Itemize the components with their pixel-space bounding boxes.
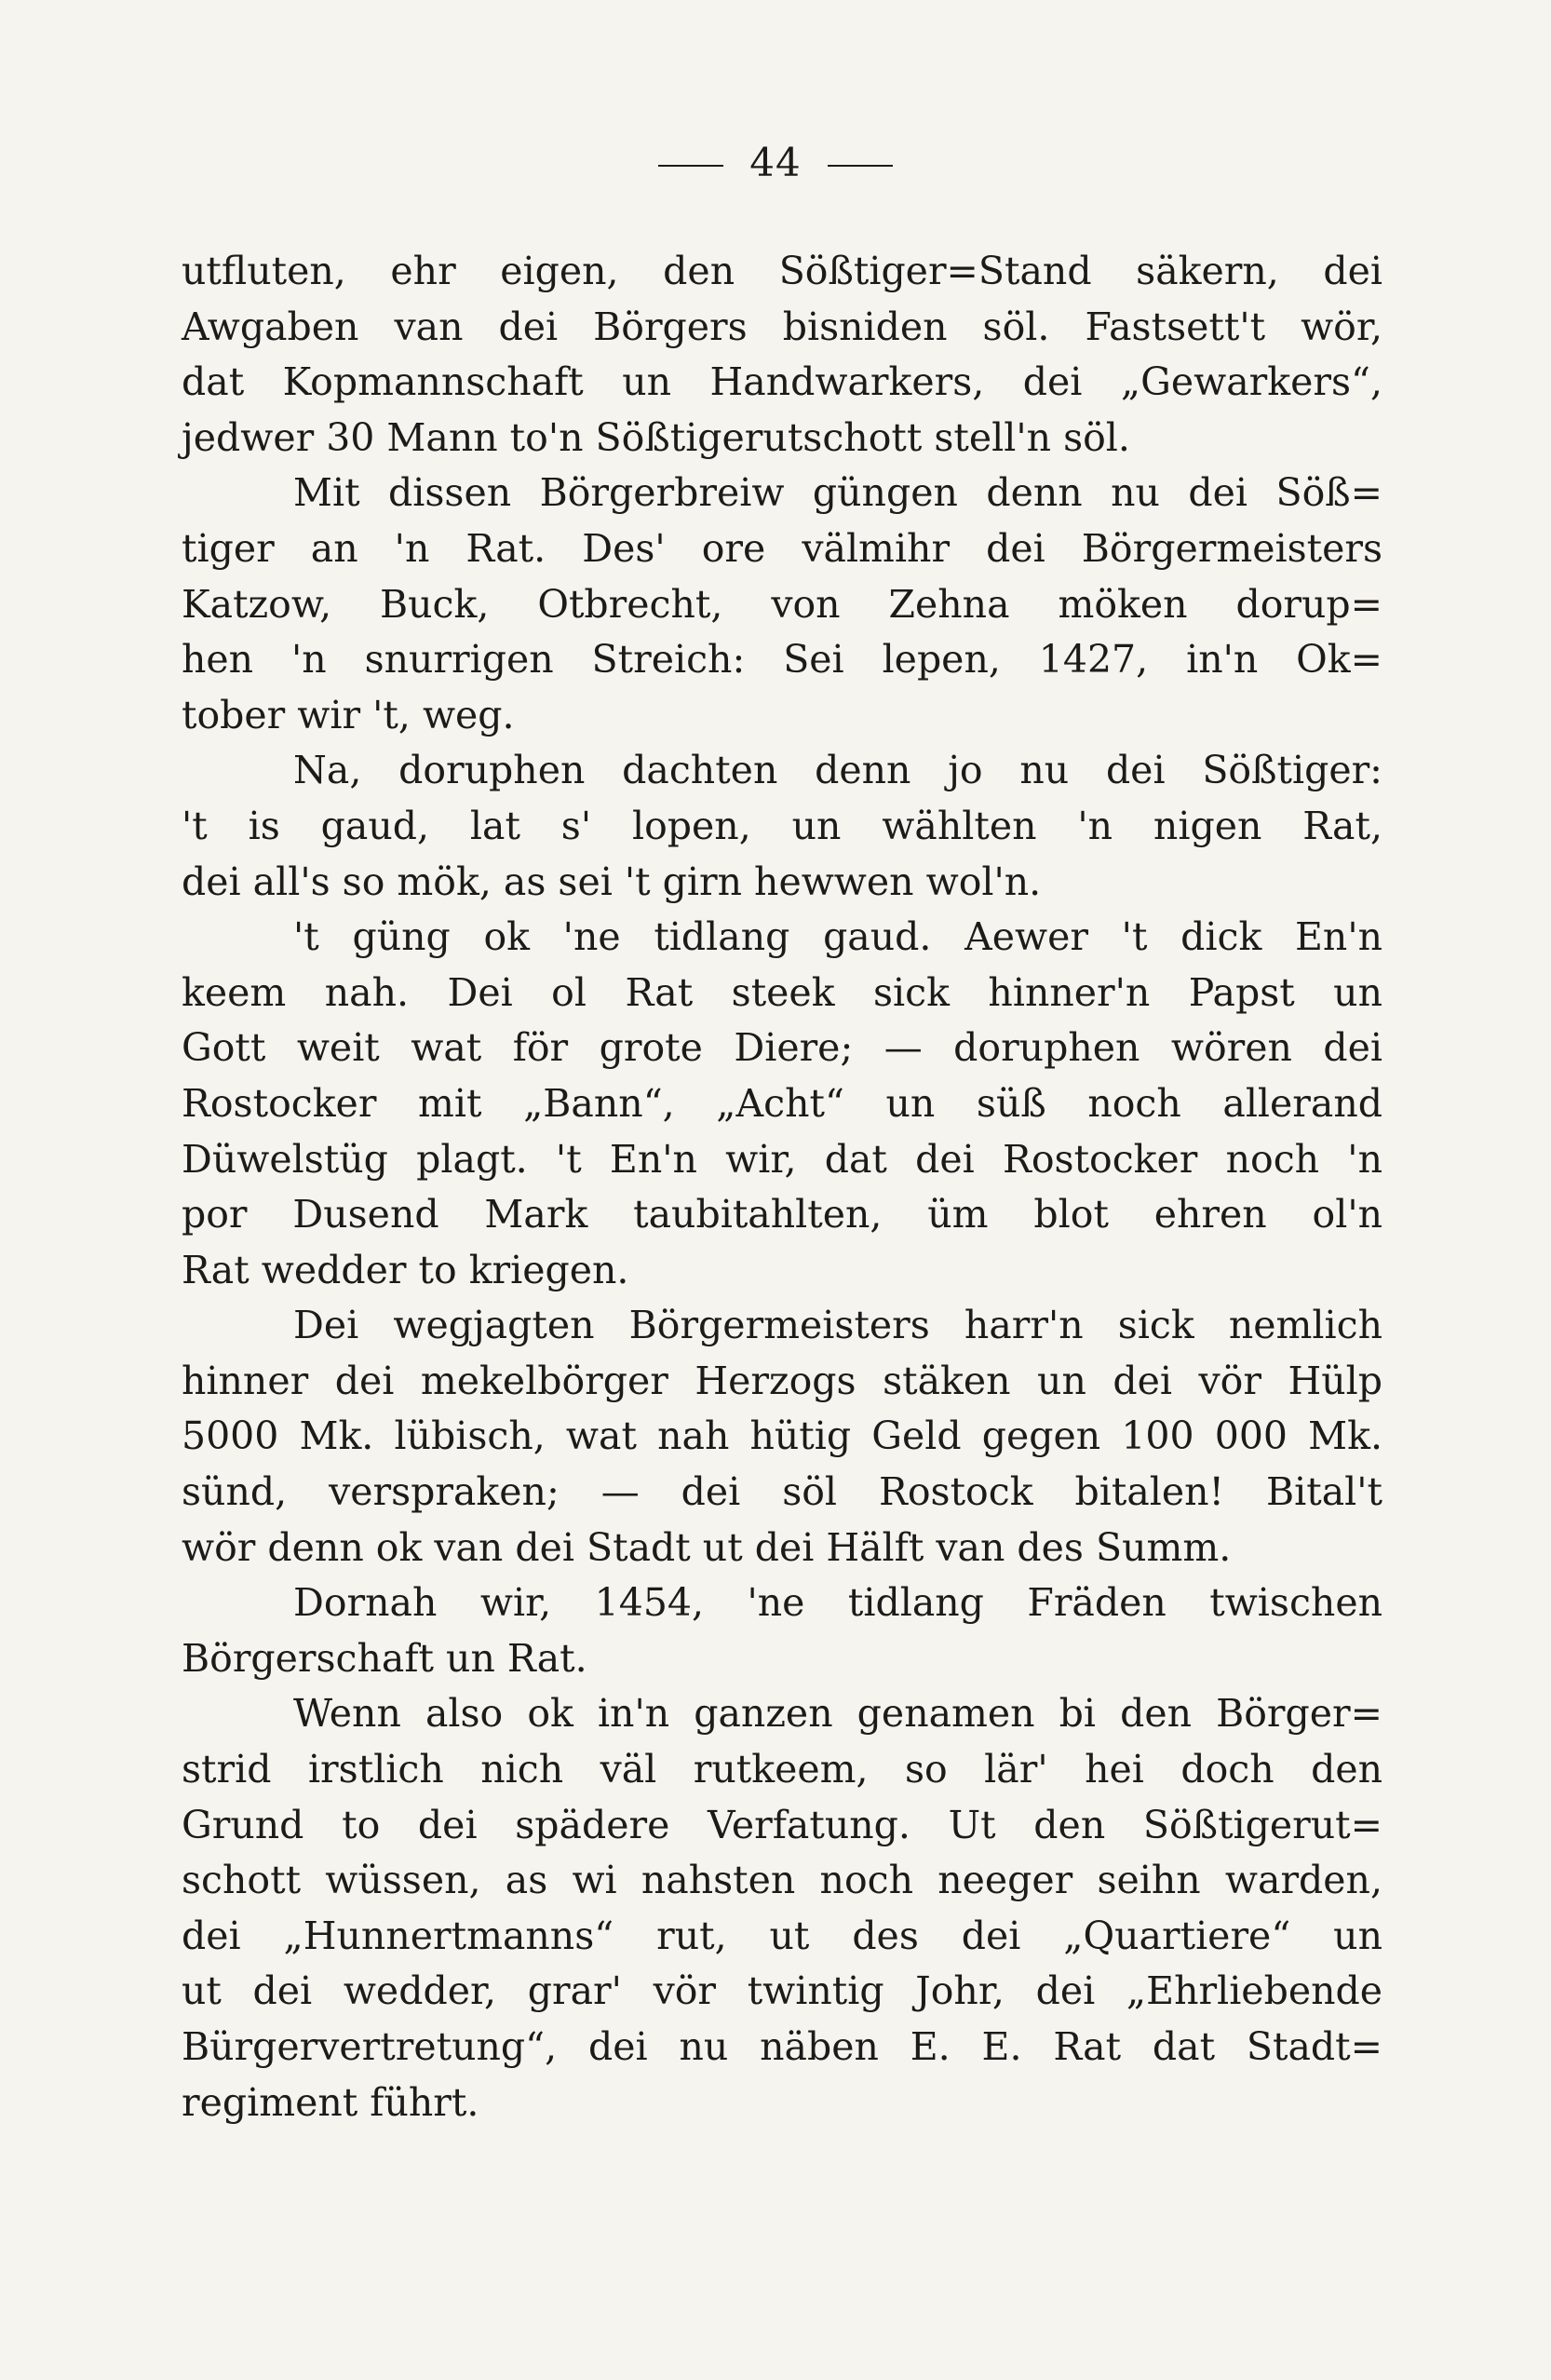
text-line: dei all's so mök, as sei 't girn hewwen wol'n.: [182, 859, 1042, 904]
text-line: ut dei wedder, grar' vör twintig Johr, dei „Ehrliebende: [182, 1968, 1382, 2014]
text-line: strid irstlich nich väl rutkeem, so lär' hei doch den: [182, 1747, 1382, 1792]
paragraph: [182, 244, 1382, 466]
text-line: keem nah. Dei ol Rat steek sick hinner'n Papst un: [182, 969, 1382, 1015]
header-dash-right: [828, 165, 893, 167]
text-line: 't güng ok 'ne tidlang gaud. Aewer 't dick En'n: [293, 914, 1382, 960]
text-line: Na, doruphen dachten denn jo nu dei Sößtiger:: [293, 748, 1382, 793]
text-line: 't is gaud, lat s' lopen, un wählten 'n nigen Rat,: [182, 803, 1382, 848]
text-line: Awgaben van dei Börgers bisniden söl. Fastsett't wör,: [182, 304, 1382, 349]
paragraph: [182, 1575, 1382, 1686]
text-line: regiment führt.: [182, 2079, 479, 2125]
text-line: 5000 Mk. lübisch, wat nah hütig Geld gegen 100 000 Mk.: [182, 1413, 1382, 1459]
text-line: Wenn also ok in'n ganzen genamen bi den Börger=: [293, 1691, 1382, 1737]
text-line: hen 'n snurrigen Streich: Sei lepen, 1427, in'n Ok=: [182, 637, 1382, 683]
text-line: jedwer 30 Mann to'n Sößtigerutschott stell'n söl.: [182, 414, 1130, 460]
text-line: Düwelstüg plagt. 't En'n wir, dat dei Rostocker noch 'n: [182, 1136, 1382, 1182]
text-line: Katzow, Buck, Otbrecht, von Zehna möken dorup=: [182, 581, 1382, 627]
text-line: por Dusend Mark taubitahlten, üm blot ehren ol'n: [182, 1192, 1382, 1237]
text-line: Rostocker mit „Bann“, „Acht“ un süß noch allerand: [182, 1080, 1382, 1126]
text-line: sünd, verspraken; — dei söl Rostock bitalen! Bital't: [182, 1469, 1382, 1515]
text-line: tober wir 't, weg.: [182, 692, 515, 737]
text-line: Rat wedder to kriegen.: [182, 1247, 629, 1292]
paragraph: [182, 1686, 1382, 2130]
text-line: Grund to dei spädere Verfatung. Ut den Sößtigerut=: [182, 1802, 1382, 1847]
text-line: wör denn ok van dei Stadt ut dei Hälft van des Summ.: [182, 1524, 1232, 1570]
text-line: hinner dei mekelbörger Herzogs stäken un dei vör Hülp: [182, 1358, 1382, 1403]
header-dash-left: [658, 165, 723, 167]
text-line: Gott weit wat för grote Diere; — doruphen wören dei: [182, 1025, 1382, 1071]
text-line: Mit dissen Börgerbreiw güngen denn nu dei Söß=: [293, 470, 1382, 516]
page-header: [0, 140, 1551, 185]
paragraph: [182, 466, 1382, 743]
paragraph: [182, 1298, 1382, 1575]
text-line: Börgerschaft un Rat.: [182, 1635, 587, 1681]
text-line: schott wüssen, as wi nahsten noch neeger seihn warden,: [182, 1858, 1382, 1903]
text-line: Bürgervertretung“, dei nu näben E. E. Rat dat Stadt=: [182, 2024, 1382, 2069]
paragraph: [182, 910, 1382, 1298]
text-line: utfluten, ehr eigen, den Sößtiger=Stand säkern, dei: [182, 249, 1382, 293]
page-number: 44: [749, 140, 802, 185]
text-line: Dornah wir, 1454, 'ne tidlang Fräden twischen: [293, 1580, 1382, 1626]
text-line: tiger an 'n Rat. Des' ore välmihr dei Börgermeisters: [182, 525, 1382, 571]
text-line: dat Kopmannschaft un Handwarkers, dei „Gewarkers“,: [182, 359, 1382, 405]
paragraph: [182, 743, 1382, 910]
body-text: [182, 244, 1382, 2130]
text-line: dei „Hunnertmanns“ rut, ut des dei „Quartiere“ un: [182, 1913, 1382, 1958]
text-line: Dei wegjagten Börgermeisters harr'n sick nemlich: [293, 1303, 1382, 1348]
